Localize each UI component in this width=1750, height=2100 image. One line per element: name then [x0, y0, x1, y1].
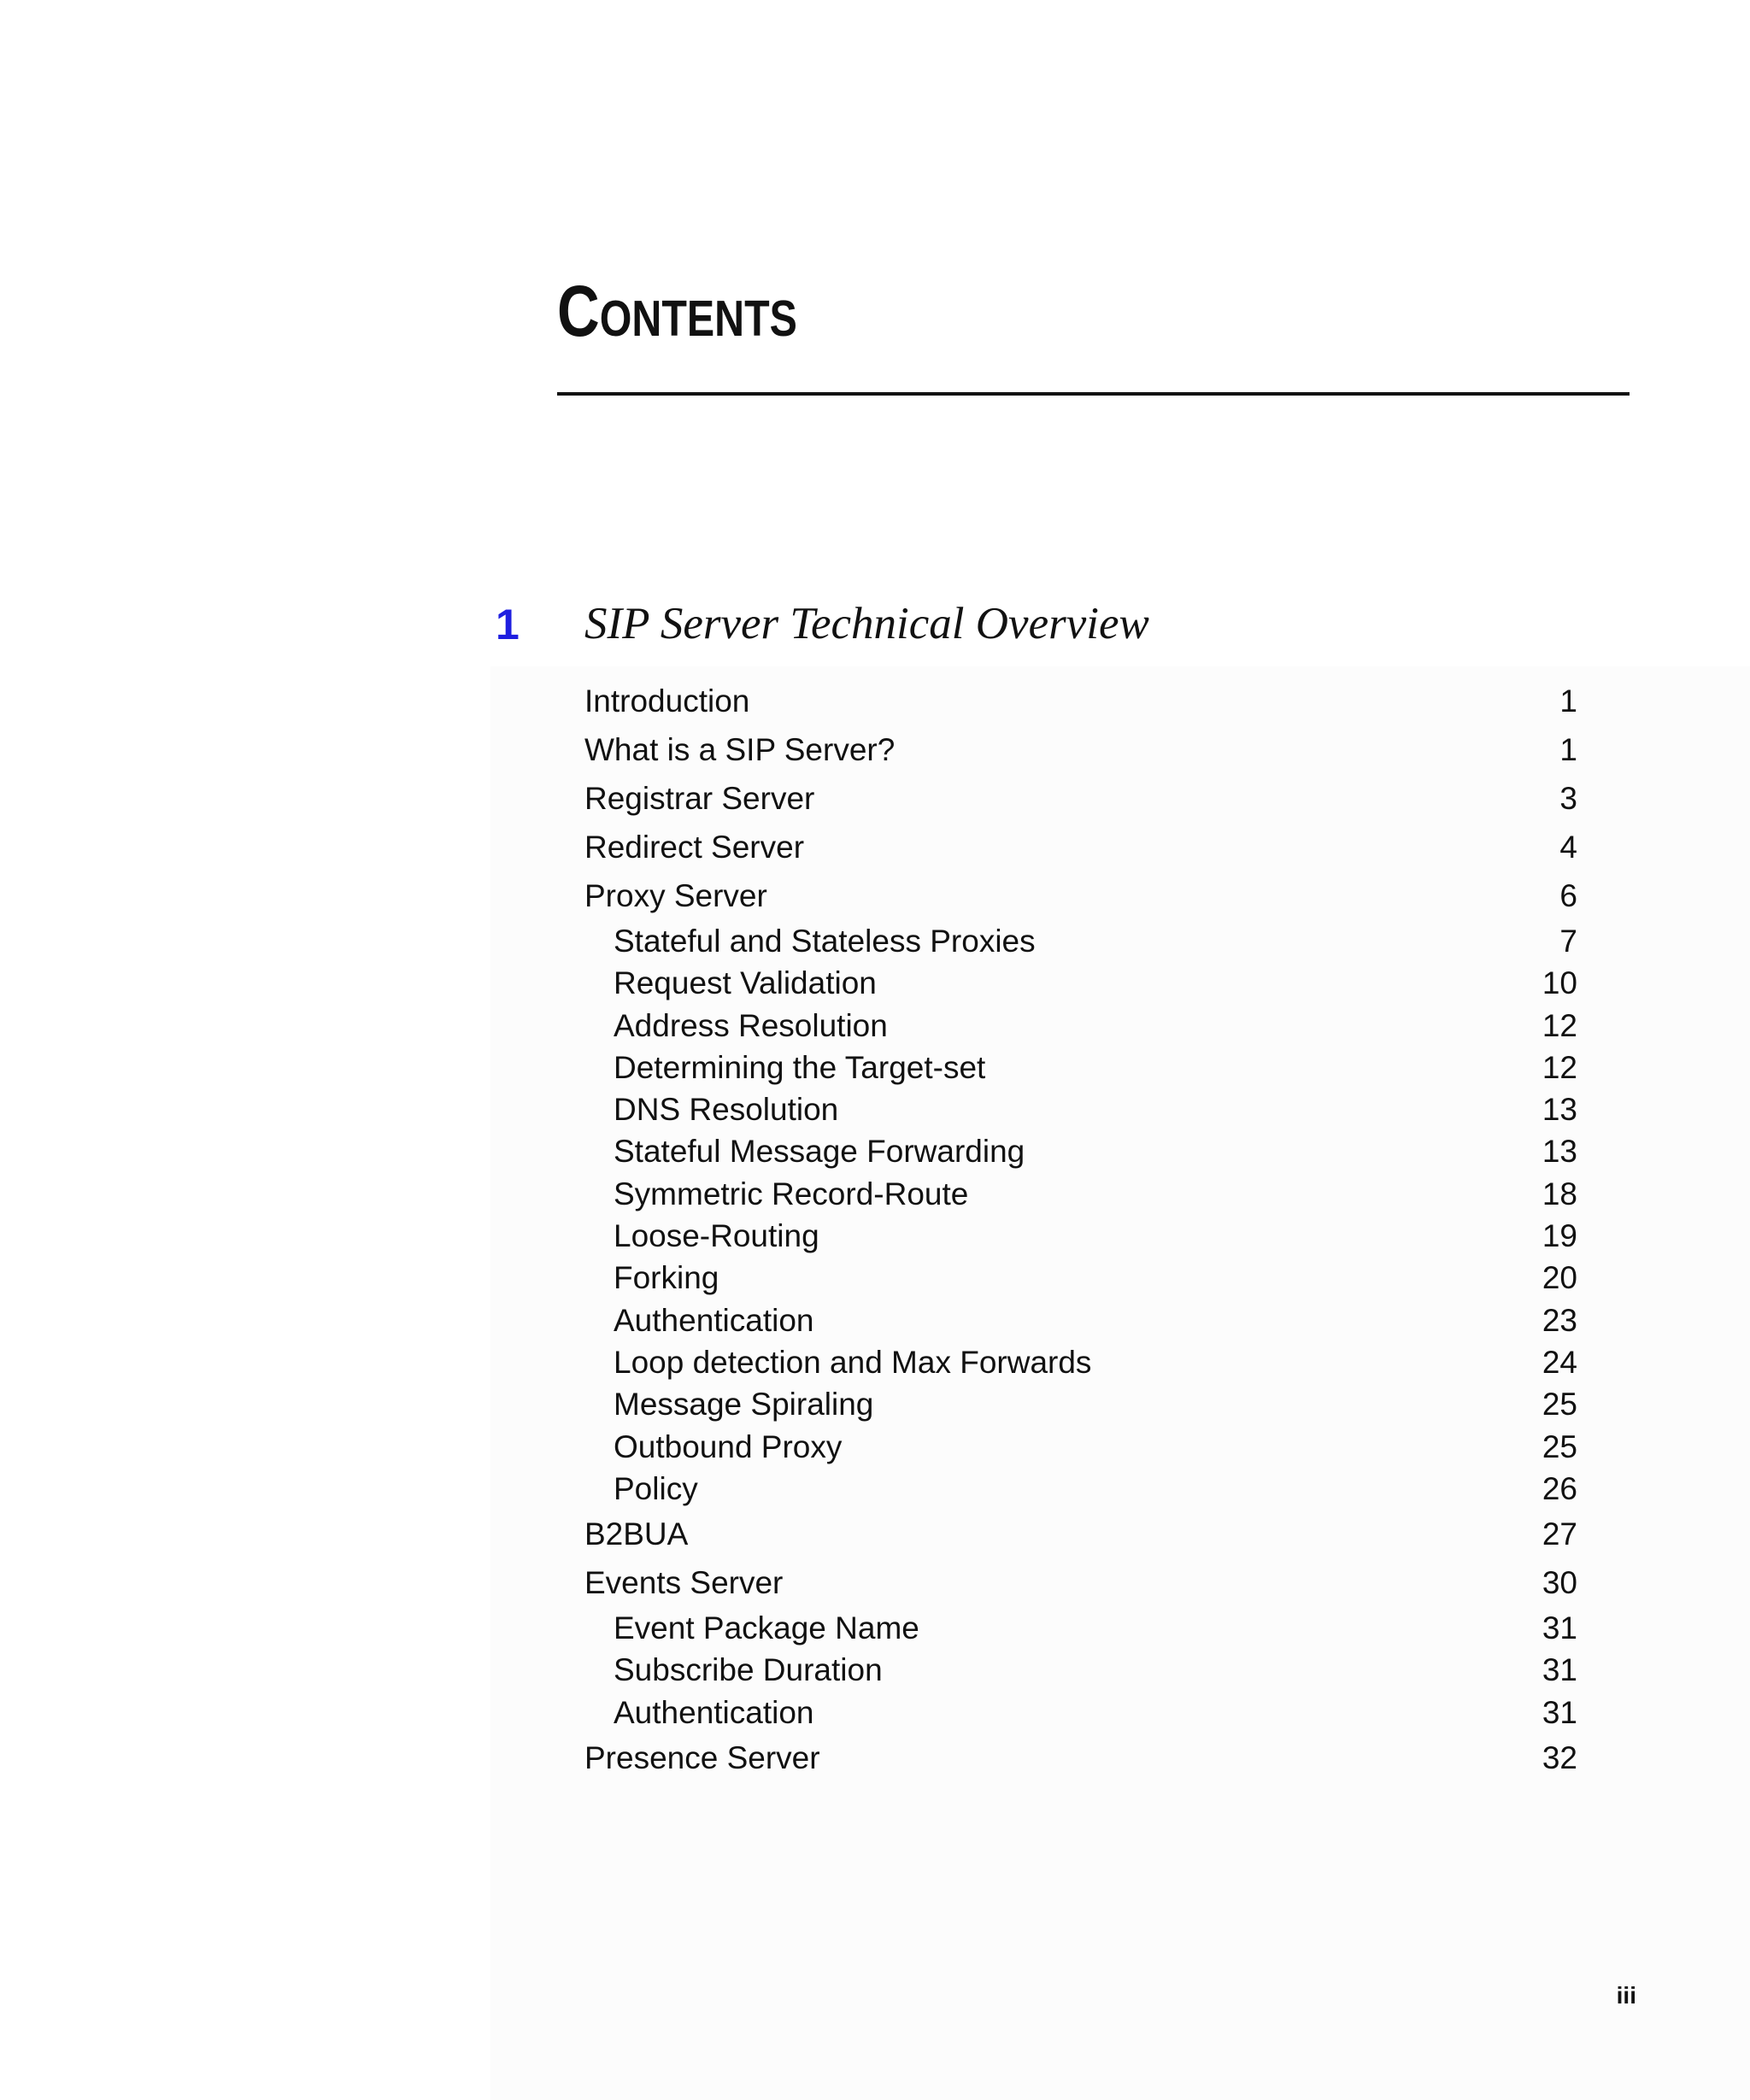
toc-entry-label: Registrar Server — [584, 781, 815, 816]
toc-entry[interactable] — [584, 1173, 1577, 1215]
toc-entry-label: Loose-Routing — [614, 1218, 819, 1254]
toc-entry[interactable] — [584, 1607, 1577, 1649]
toc-entry-page-number: 23 — [1542, 1302, 1577, 1338]
toc-entry[interactable] — [584, 1649, 1577, 1691]
toc-entry-label: DNS Resolution — [614, 1092, 839, 1128]
toc-entry-label: Determining the Target-set — [614, 1049, 986, 1085]
toc-entry-label: Presence Server — [584, 1740, 820, 1776]
table-of-contents — [584, 677, 1577, 1782]
toc-entry[interactable] — [584, 920, 1577, 962]
page-title: Contents — [557, 271, 797, 351]
toc-entry-page-number: 12 — [1542, 1007, 1577, 1043]
toc-entry-page-number: 13 — [1542, 1092, 1577, 1128]
toc-entry-label: Address Resolution — [614, 1007, 888, 1043]
toc-entry-label: Loop detection and Max Forwards — [614, 1344, 1092, 1380]
toc-entry[interactable] — [584, 677, 1577, 725]
toc-entry[interactable] — [584, 1005, 1577, 1047]
chapter-number[interactable]: 1 — [496, 601, 520, 648]
toc-entry[interactable] — [584, 1468, 1577, 1510]
toc-entry[interactable] — [584, 871, 1577, 920]
toc-entry-label: Authentication — [614, 1302, 814, 1338]
toc-entry[interactable] — [584, 1088, 1577, 1130]
toc-entry-label: Introduction — [584, 683, 750, 719]
toc-entry-label: Symmetric Record-Route — [614, 1176, 969, 1211]
toc-entry-page-number: 18 — [1542, 1176, 1577, 1211]
toc-entry-label: Message Spiraling — [614, 1387, 874, 1422]
toc-entry-page-number: 10 — [1542, 965, 1577, 1001]
toc-entry-label: Redirect Server — [584, 830, 805, 865]
toc-entry-page-number: 12 — [1542, 1049, 1577, 1085]
toc-entry[interactable] — [584, 1510, 1577, 1558]
toc-entry-page-number: 27 — [1542, 1516, 1577, 1552]
toc-entry[interactable] — [584, 823, 1577, 871]
toc-entry-label: Outbound Proxy — [614, 1428, 843, 1464]
toc-entry-page-number: 7 — [1559, 924, 1577, 959]
toc-entry-label: Request Validation — [614, 965, 877, 1001]
toc-entry-label: Event Package Name — [614, 1610, 919, 1646]
toc-entry-page-number: 13 — [1542, 1134, 1577, 1170]
toc-entry-page-number: 26 — [1542, 1470, 1577, 1506]
toc-entry-label: Forking — [614, 1260, 719, 1296]
toc-entry[interactable] — [584, 1215, 1577, 1257]
toc-entry[interactable] — [584, 1047, 1577, 1088]
toc-entry-page-number: 19 — [1542, 1218, 1577, 1254]
toc-entry-page-number: 1 — [1559, 683, 1577, 719]
toc-entry-label: Subscribe Duration — [614, 1652, 883, 1688]
toc-entry-page-number: 24 — [1542, 1344, 1577, 1380]
footer-page-number: iii — [1616, 1982, 1636, 2009]
toc-entry-page-number: 6 — [1559, 878, 1577, 913]
toc-entry-page-number: 3 — [1559, 781, 1577, 816]
toc-entry[interactable] — [584, 1383, 1577, 1425]
toc-entry-label: B2BUA — [584, 1516, 689, 1552]
toc-entry[interactable] — [584, 1257, 1577, 1299]
toc-entry-page-number: 31 — [1542, 1652, 1577, 1688]
toc-entry-label: What is a SIP Server? — [584, 732, 896, 767]
toc-entry-page-number: 30 — [1542, 1565, 1577, 1601]
toc-entry[interactable] — [584, 1130, 1577, 1172]
toc-entry[interactable] — [584, 774, 1577, 823]
toc-entry-page-number: 32 — [1542, 1740, 1577, 1776]
toc-entry-page-number: 31 — [1542, 1610, 1577, 1646]
toc-entry-page-number: 20 — [1542, 1260, 1577, 1296]
toc-entry[interactable] — [584, 1341, 1577, 1383]
toc-entry-page-number: 31 — [1542, 1694, 1577, 1730]
toc-entry-label: Events Server — [584, 1565, 784, 1601]
chapter-title[interactable]: SIP Server Technical Overview — [584, 599, 1149, 648]
toc-entry[interactable] — [584, 725, 1577, 774]
toc-entry-page-number: 25 — [1542, 1387, 1577, 1422]
toc-entry-page-number: 1 — [1559, 732, 1577, 767]
toc-entry-label: Stateful and Stateless Proxies — [614, 924, 1036, 959]
toc-entry-page-number: 25 — [1542, 1428, 1577, 1464]
title-divider — [557, 392, 1630, 396]
toc-entry-label: Policy — [614, 1470, 698, 1506]
toc-entry[interactable] — [584, 962, 1577, 1004]
toc-entry-label: Authentication — [614, 1694, 814, 1730]
toc-entry[interactable] — [584, 1692, 1577, 1733]
toc-entry[interactable] — [584, 1733, 1577, 1782]
toc-entry-page-number: 4 — [1559, 830, 1577, 865]
toc-entry[interactable] — [584, 1299, 1577, 1341]
toc-entry-label: Stateful Message Forwarding — [614, 1134, 1025, 1170]
toc-entry[interactable] — [584, 1558, 1577, 1607]
toc-entry-label: Proxy Server — [584, 878, 767, 913]
toc-entry[interactable] — [584, 1426, 1577, 1468]
